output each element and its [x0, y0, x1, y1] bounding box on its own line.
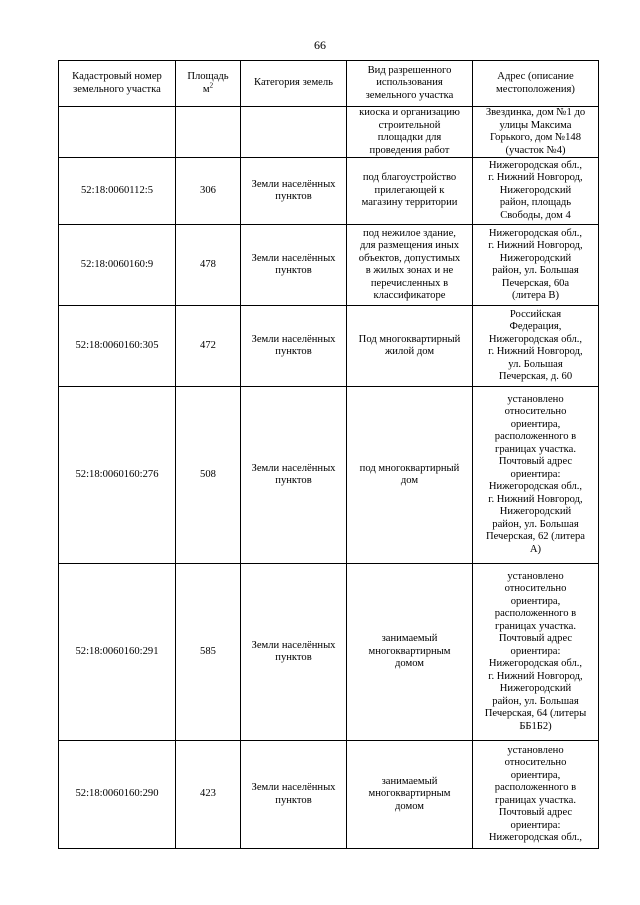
- header-address: Адрес (описание местоположения): [473, 61, 599, 107]
- table-row: [59, 158, 599, 225]
- table-row: [59, 107, 599, 158]
- use-cell: под благоустройство прилегающей к магазину территории: [347, 158, 473, 225]
- area-cell: 472: [176, 306, 241, 387]
- category-cell: Земли населённых пунктов: [241, 158, 347, 225]
- cadastral-cell: 52:18:0060112:5: [59, 158, 176, 225]
- header-land-category: Категория земель: [241, 61, 347, 107]
- header-permitted-use: Вид разрешенного использования земельного участка: [347, 61, 473, 107]
- address-cell: Нижегородская обл., г. Нижний Новгород, Нижегородский район, площадь Свободы, дом 4: [473, 158, 599, 225]
- address-cell: Нижегородская обл., г. Нижний Новгород, Нижегородский район, ул. Большая Печерская, 60а (литера В): [473, 225, 599, 306]
- table-row: [59, 306, 599, 387]
- header-area: Площадь $м^2$: [176, 61, 241, 107]
- cadastral-cell: 52:18:0060160:276: [59, 387, 176, 564]
- table-row: [59, 225, 599, 306]
- area-cell: 585: [176, 564, 241, 741]
- table-row: [59, 564, 599, 741]
- area-cell: 508: [176, 387, 241, 564]
- category-cell: Земли населённых пунктов: [241, 306, 347, 387]
- area-cell: 306: [176, 158, 241, 225]
- area-cell: 478: [176, 225, 241, 306]
- category-cell: Земли населённых пунктов: [241, 387, 347, 564]
- category-cell: [241, 107, 347, 158]
- cadastral-cell: 52:18:0060160:290: [59, 741, 176, 849]
- address-cell: установлено относительно ориентира, расположенного в границах участка. Почтовый адрес ориентира: Нижегородская обл., г. Нижний Новгород, Нижегородский район, ул. Большая Печерская, 64 (литеры ББ1Б2): [473, 564, 599, 741]
- header-cadastral-number: Кадастровый номер земельного участка: [59, 61, 176, 107]
- cadastral-cell: 52:18:0060160:305: [59, 306, 176, 387]
- table-header-row: [59, 61, 599, 107]
- use-cell: киоска и организацию строительной площадки для проведения работ: [347, 107, 473, 158]
- use-cell: занимаемый многоквартирным домом: [347, 741, 473, 849]
- area-cell: 423: [176, 741, 241, 849]
- address-cell: установлено относительно ориентира, расположенного в границах участка. Почтовый адрес ориентира: Нижегородская обл.,: [473, 741, 599, 849]
- cadastral-cell: 52:18:0060160:291: [59, 564, 176, 741]
- category-cell: Земли населённых пунктов: [241, 564, 347, 741]
- table-row: [59, 387, 599, 564]
- use-cell: под многоквартирный дом: [347, 387, 473, 564]
- use-cell: занимаемый многоквартирным домом: [347, 564, 473, 741]
- use-cell: под нежилое здание, для размещения иных объектов, допустимых в жилых зонах и не перечисленных в классификаторе: [347, 225, 473, 306]
- area-cell: [176, 107, 241, 158]
- page-number: 66: [314, 38, 326, 52]
- cadastral-cell: 52:18:0060160:9: [59, 225, 176, 306]
- address-cell: Российская Федерация, Нижегородская обл., г. Нижний Новгород, ул. Большая Печерская, д. 60: [473, 306, 599, 387]
- land-plots-table: [58, 60, 599, 849]
- category-cell: Земли населённых пунктов: [241, 225, 347, 306]
- address-cell: Звездинка, дом №1 до улицы Максима Горького, дом №148 (участок №4): [473, 107, 599, 158]
- header-area-superscript: 2: [209, 80, 214, 89]
- address-cell: установлено относительно ориентира, расположенного в границах участка. Почтовый адрес ориентира: Нижегородская обл., г. Нижний Новгород, Нижегородский район, ул. Большая Печерская, 62 (литера А): [473, 387, 599, 564]
- cadastral-cell: [59, 107, 176, 158]
- use-cell: Под многоквартирный жилой дом: [347, 306, 473, 387]
- category-cell: Земли населённых пунктов: [241, 741, 347, 849]
- table-row: [59, 741, 599, 849]
